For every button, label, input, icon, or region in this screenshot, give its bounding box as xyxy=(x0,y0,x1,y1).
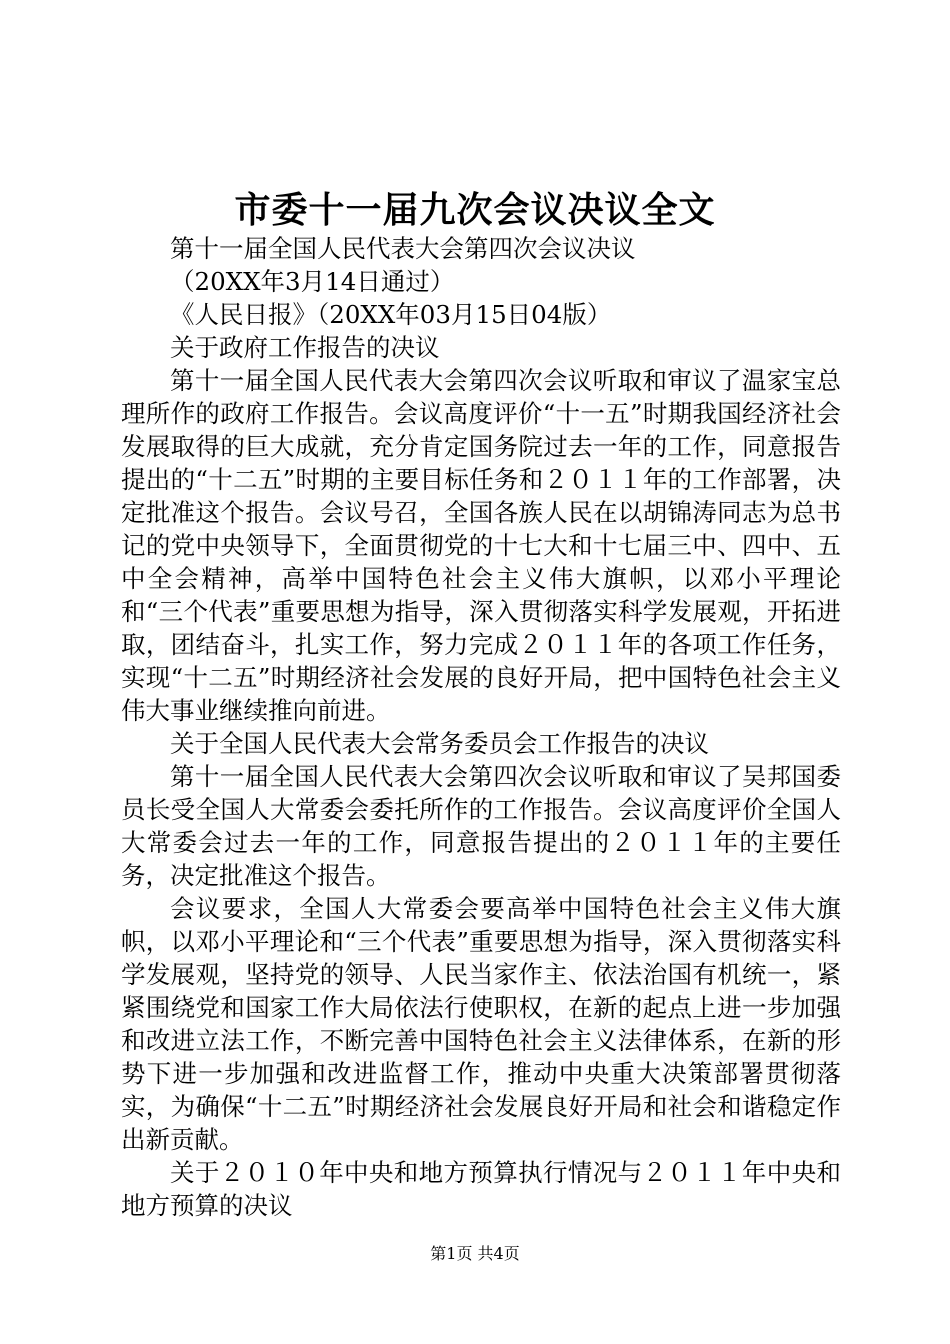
page-footer: 第1页 共4页 xyxy=(430,1244,520,1263)
paragraph: 《人民日报》（20XX年03月15日04版） xyxy=(170,300,612,329)
paragraph: 第十一届全国人民代表大会第四次会议听取和审议了吴邦国委员长受全国人大常委会委托所作的工作报告。会议高度评价全国人大常委会过去一年的工作，同意报告提出的２０１１年的主要任务，决定批准这个报告。 xyxy=(121,762,841,890)
section-heading: 关于２０１０年中央和地方预算执行情况与２０１１年中央和地方预算的决议 xyxy=(121,1158,841,1220)
section-heading: 关于全国人民代表大会常务委员会工作报告的决议 xyxy=(170,729,709,758)
paragraph: 会议要求，全国人大常委会要高举中国特色社会主义伟大旗帜，以邓小平理论和“三个代表”重要思想为指导，深入贯彻落实科学发展观，坚持党的领导、人民当家作主、依法治国有机统一，紧紧围绕党和国家工作大局依法行使职权，在新的起点上进一步加强和改进立法工作，不断完善中国特色社会主义法律体系，在新的形势下进一步加强和改进监督工作，推动中央重大决策部署贯彻落实，为确保“十二五”时期经济社会发展良好开局和社会和谐稳定作出新贡献。 xyxy=(121,894,841,1154)
paragraph: 第十一届全国人民代表大会第四次会议决议 xyxy=(170,234,636,263)
paragraph: 第十一届全国人民代表大会第四次会议听取和审议了温家宝总理所作的政府工作报告。会议高度评价“十一五”时期我国经济社会发展取得的巨大成就，充分肯定国务院过去一年的工作，同意报告提出的“十二五”时期的主要目标任务和２０１１年的工作部署，决定批准这个报告。会议号召，全国各族人民在以胡锦涛同志为总书记的党中央领导下，全面贯彻党的十七大和十七届三中、四中、五中全会精神，高举中国特色社会主义伟大旗帜，以邓小平理论和“三个代表”重要思想为指导，深入贯彻落实科学发展观，开拓进取，团结奋斗，扎实工作，努力完成２０１１年的各项工作任务，实现“十二五”时期经济社会发展的良好开局，把中国特色社会主义伟大事业继续推向前进。 xyxy=(121,366,841,725)
document-title: 市委十一届九次会议决议全文 xyxy=(234,189,716,231)
section-heading: 关于政府工作报告的决议 xyxy=(170,333,440,362)
paragraph: （20XX年3月14日通过） xyxy=(170,267,455,296)
document-body xyxy=(121,232,841,1222)
